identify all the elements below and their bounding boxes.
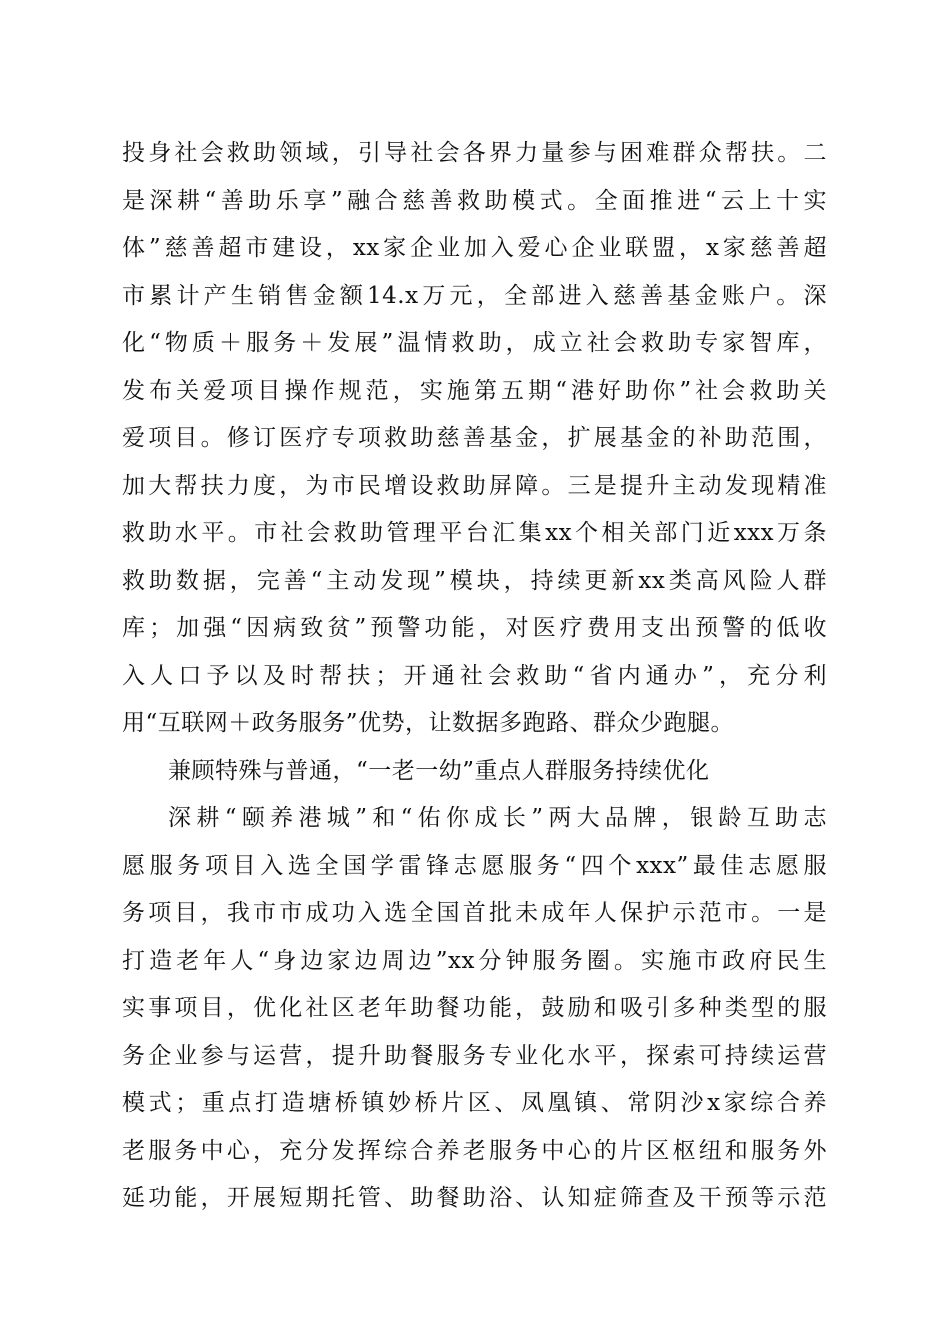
text-line: 入人口予以及时帮扶；开通社会救助“省内通办”，充分利 (122, 662, 827, 689)
section-heading: 兼顾特殊与普通，“一老一幼”重点人群服务持续优化 (168, 757, 710, 784)
text-line: 化“物质＋服务＋发展”温情救助，成立社会救助专家智库， (122, 330, 827, 356)
text-line: 救助数据，完善“主动发现”模块，持续更新xx类高风险人群 (122, 567, 827, 594)
text-line: 救助水平。市社会救助管理平台汇集xx个相关部门近xxx万条 (122, 520, 827, 546)
text-line: 深耕“颐养港城”和“佑你成长”两大品牌，银龄互助志 (168, 805, 827, 831)
text-line: 加大帮扶力度，为市民增设救助屏障。三是提升主动发现精准 (122, 472, 827, 499)
text-line: 发布关爱项目操作规范，实施第五期“港好助你”社会救助关 (122, 377, 827, 404)
text-line: 实事项目，优化社区老年助餐功能，鼓励和吸引多种类型的服 (122, 995, 827, 1021)
text-line: 老服务中心，充分发挥综合养老服务中心的片区枢纽和服务外 (122, 1137, 827, 1164)
text-line: 务企业参与运营，提升助餐服务专业化水平，探索可持续运营 (122, 1042, 827, 1069)
body-text (122, 130, 827, 1223)
text-line: 体”慈善超市建设，xx家企业加入爱心企业联盟，x家慈善超 (122, 235, 827, 261)
text-line: 爱项目。修订医疗专项救助慈善基金，扩展基金的补助范围， (122, 425, 827, 451)
text-line: 用“互联网＋政务服务”优势，让数据多跑路、群众少跑腿。 (122, 710, 735, 736)
text-line: 打造老年人“身边家边周边”xx分钟服务圈。实施市政府民生 (122, 947, 827, 974)
text-line: 库；加强“因病致贫”预警功能，对医疗费用支出预警的低收 (122, 615, 827, 641)
text-line: 市累计产生销售金额14.x万元，全部进入慈善基金账户。深 (122, 282, 827, 309)
text-line: 投身社会救助领域，引导社会各界力量参与困难群众帮扶。二 (122, 140, 827, 166)
text-line: 是深耕“善助乐享”融合慈善救助模式。全面推进“云上十实 (122, 187, 827, 214)
text-line: 愿服务项目入选全国学雷锋志愿服务“四个xxx”最佳志愿服 (122, 852, 827, 879)
text-line: 务项目，我市市成功入选全国首批未成年人保护示范市。一是 (122, 900, 827, 926)
text-line: 延功能，开展短期托管、助餐助浴、认知症筛查及干预等示范 (122, 1185, 827, 1211)
text-line: 模式；重点打造塘桥镇妙桥片区、凤凰镇、常阴沙x家综合养 (122, 1090, 827, 1116)
